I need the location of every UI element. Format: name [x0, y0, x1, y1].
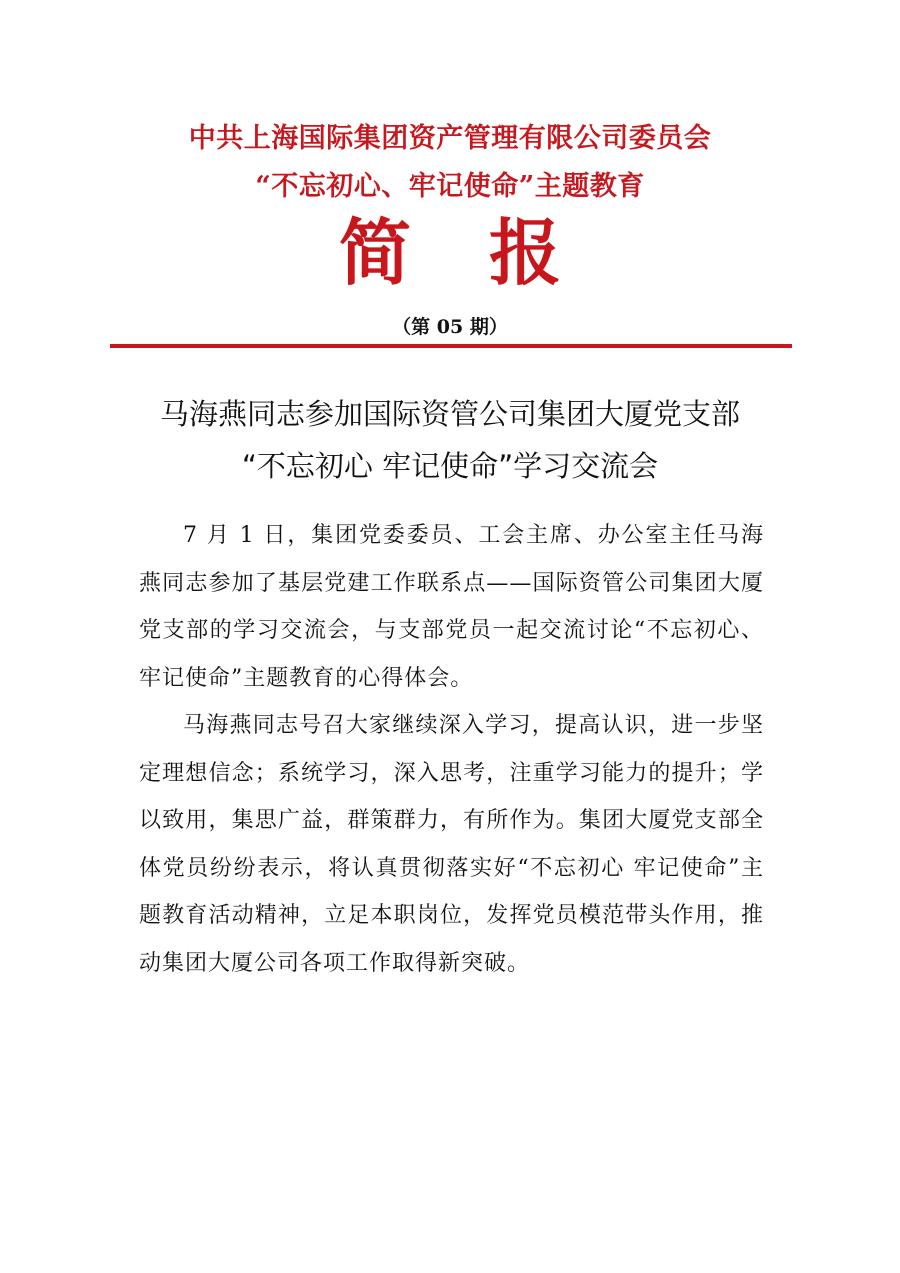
body-paragraph-1: 7 月 1 日，集团党委委员、工会主席、办公室主任马海燕同志参加了基层党建工作联系点——国际资管公司集团大厦党支部的学习交流会，与支部党员一起交流讨论“不忘初心、牢记使命”主题教育的心得体会。: [139, 523, 764, 691]
header-divider: [110, 344, 792, 348]
body-paragraph-2: 马海燕同志号召大家继续深入学习，提高认识，进一步坚定理想信念；系统学习，深入思考，注重学习能力的提升；学以致用，集思广益，群策群力，有所作为。集团大厦党支部全体党员纷纷表示，将认真贯彻落实好“不忘初心 牢记使命”主题教育活动精神，立足本职岗位，发挥党员模范带头作用，推动集团大厦公司各项工作取得新突破。: [139, 713, 764, 976]
theme-education-title: “不忘初心、牢记使命”主题教育: [255, 171, 645, 202]
article-body: [139, 512, 764, 987]
bulletin-char-jian: 简: [338, 210, 411, 295]
issue-number: （第 05 期）: [392, 316, 508, 338]
bulletin-char-bao: 报: [489, 210, 562, 295]
article-title-line-1: 马海燕同志参加国际资管公司集团大厦党支部: [159, 397, 740, 431]
bulletin-title: [0, 208, 900, 298]
organization-name: 中共上海国际集团资产管理有限公司委员会: [188, 123, 712, 154]
article-title-line-2: “不忘初心 牢记使命”学习交流会: [241, 449, 659, 483]
